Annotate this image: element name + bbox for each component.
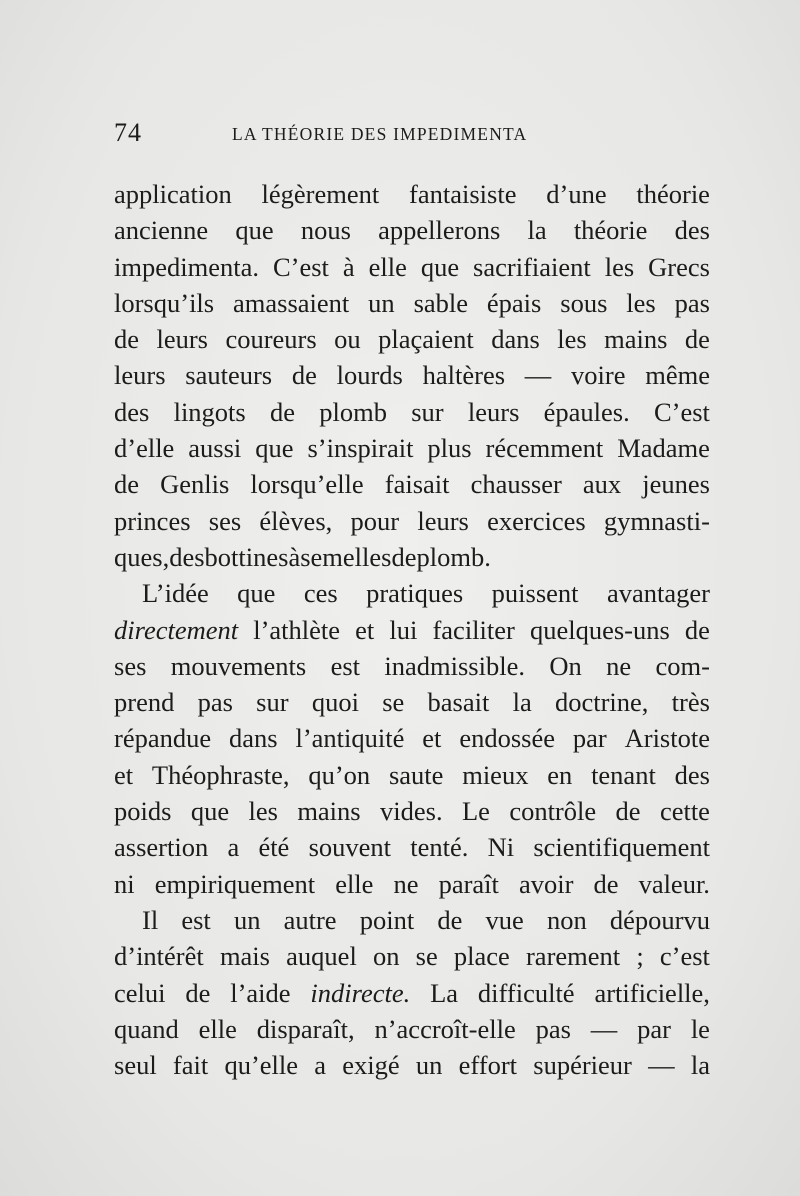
text-line — [114, 902, 710, 938]
word: et — [422, 723, 442, 754]
word: sacrifiaient — [473, 251, 591, 282]
word: place — [453, 941, 510, 972]
word: effort — [458, 1050, 518, 1081]
word: elle — [198, 1013, 237, 1044]
word: rarement — [525, 941, 621, 972]
word: la — [527, 215, 547, 246]
word: puissent — [491, 578, 579, 609]
page-header — [114, 118, 714, 158]
word: auquel — [286, 941, 357, 972]
text-line — [114, 757, 710, 793]
word: princes — [114, 505, 191, 536]
word: de — [291, 360, 317, 391]
text-line — [114, 1011, 710, 1047]
word: pas — [197, 687, 233, 718]
word: théorie — [636, 179, 710, 209]
word: empiriquement — [154, 868, 316, 899]
word: avantager — [606, 578, 710, 609]
word: directement — [114, 614, 239, 645]
word: souvent — [308, 832, 391, 863]
word: bottines — [204, 541, 289, 572]
text-line — [114, 575, 710, 611]
word: prend — [114, 687, 175, 718]
word: pratiques — [366, 578, 464, 609]
text-line — [114, 539, 710, 575]
text-line — [114, 249, 710, 285]
text-line — [114, 648, 710, 684]
text-line — [114, 321, 710, 357]
word: sous — [560, 287, 608, 318]
word: un — [415, 1050, 443, 1081]
text-line — [114, 430, 710, 466]
word: n’accroît-elle — [374, 1013, 516, 1044]
word: que — [190, 796, 230, 827]
word: appellerons — [378, 215, 501, 246]
text-line — [114, 866, 710, 902]
word: fantaisiste — [409, 179, 517, 209]
word: C’est — [653, 396, 710, 427]
word: impedimenta. — [114, 251, 259, 282]
text-line — [114, 466, 710, 502]
word: tenté. — [410, 832, 469, 863]
page-number: 74 — [114, 118, 142, 147]
word: de — [269, 396, 295, 427]
word: sable — [413, 287, 469, 318]
word: faisait — [384, 469, 450, 500]
word: La — [430, 977, 459, 1008]
word: s’inspirait — [307, 433, 414, 464]
word: de — [684, 614, 710, 645]
word: assertion — [114, 832, 209, 863]
word: vides. — [380, 796, 443, 827]
word: quoi — [311, 687, 359, 718]
word: disparaît, — [256, 1013, 355, 1044]
running-title: LA THÉORIE DES IMPEDIMENTA — [232, 124, 528, 144]
word: par — [637, 1013, 671, 1044]
word: à — [288, 541, 301, 572]
word: lorsqu’elle — [250, 469, 364, 500]
word: d’intérêt — [114, 941, 204, 972]
text-line — [114, 285, 710, 321]
text-line — [114, 212, 710, 248]
word: paraît — [438, 868, 499, 899]
word: semelles — [300, 541, 392, 572]
text-line — [114, 829, 710, 865]
word: c’est — [659, 941, 710, 972]
word: mains — [297, 796, 361, 827]
word: ancienne — [114, 215, 209, 246]
word: — — [590, 1013, 618, 1044]
word: théorie — [573, 215, 648, 246]
word: aux — [582, 469, 622, 500]
word: — — [648, 1050, 675, 1081]
word: que — [255, 433, 294, 464]
word: des — [674, 215, 710, 246]
word: leurs — [417, 505, 469, 536]
word: elle — [335, 868, 374, 899]
word: que — [237, 578, 276, 609]
text-line — [114, 394, 710, 430]
word: lorsqu’ils — [114, 287, 215, 318]
word: On — [549, 650, 582, 681]
word: C’est — [272, 251, 329, 282]
word: ou — [334, 324, 361, 355]
word: ; — [636, 941, 644, 972]
word: cette — [659, 796, 710, 827]
word: aussi — [188, 433, 242, 464]
word: dans — [491, 324, 540, 355]
word: amassaient — [233, 287, 350, 318]
word: de — [114, 324, 140, 355]
word: pour — [350, 505, 400, 536]
word: ses — [114, 650, 147, 681]
word: leurs — [467, 396, 520, 427]
word: non — [546, 904, 587, 935]
word: sauteurs — [185, 360, 273, 391]
word: Le — [461, 796, 490, 827]
word: est — [181, 904, 211, 935]
word: exercices — [487, 505, 586, 536]
word: de — [684, 324, 710, 355]
word: — — [524, 360, 552, 391]
word: un — [368, 287, 395, 318]
word: ne — [393, 868, 419, 899]
word: Aristote — [624, 723, 710, 754]
word: mais — [219, 941, 270, 972]
word: plus — [427, 433, 472, 464]
word: ne — [606, 650, 632, 681]
word: et — [114, 759, 134, 790]
word: dans — [229, 723, 278, 754]
word: un — [233, 904, 261, 935]
word: les — [557, 324, 587, 355]
word: des — [169, 541, 205, 572]
word: des — [114, 396, 150, 427]
word: l’athlète — [253, 614, 341, 645]
word: supérieur — [533, 1050, 632, 1081]
text-line — [114, 938, 710, 974]
word: ces — [303, 578, 338, 609]
body-text — [114, 176, 710, 1083]
word: Grecs — [648, 251, 710, 282]
word: plomb — [319, 396, 387, 427]
word: épaules. — [543, 396, 630, 427]
word: est — [330, 650, 361, 681]
word: d’une — [546, 179, 607, 209]
word: seul — [114, 1050, 157, 1081]
word: le — [690, 1013, 710, 1044]
text-line — [114, 720, 710, 756]
word: faciliter — [432, 614, 515, 645]
word: pas — [535, 1013, 571, 1044]
text-line — [114, 793, 710, 829]
word: endossée — [459, 723, 555, 754]
word: de — [437, 904, 463, 935]
word: de — [391, 541, 417, 572]
text-line — [114, 975, 710, 1011]
word: récemment — [485, 433, 604, 464]
text-line — [114, 684, 710, 720]
word: Genlis — [160, 469, 230, 500]
word: de — [593, 868, 619, 899]
word: application — [114, 179, 232, 209]
word: plaçaient — [378, 324, 474, 355]
word: se — [415, 941, 438, 972]
word: lourds — [336, 360, 403, 391]
word: qu’elle — [224, 1050, 299, 1081]
word: plomb. — [416, 541, 491, 572]
word: avoir — [518, 868, 574, 899]
word: de — [185, 977, 211, 1008]
word: jeunes — [642, 469, 710, 500]
word: se — [382, 687, 405, 718]
word: point — [359, 904, 415, 935]
word: ques, — [114, 541, 170, 572]
word: la — [512, 687, 532, 718]
word: contrôle — [509, 796, 597, 827]
word: les — [604, 251, 635, 282]
word: exigé — [342, 1050, 400, 1081]
text-line — [114, 1047, 710, 1083]
word: Théophraste, — [151, 759, 290, 790]
word: on — [372, 941, 400, 972]
word: ni — [114, 868, 135, 899]
word: voire — [571, 360, 626, 391]
word: com- — [655, 650, 710, 681]
text-line — [114, 357, 710, 393]
word: mieux — [462, 759, 529, 790]
word: L’idée — [142, 578, 209, 609]
text-line — [114, 176, 710, 212]
word: sur — [256, 687, 289, 718]
word: a — [314, 1050, 327, 1081]
word: d’elle — [114, 433, 175, 464]
word: répandue — [114, 723, 212, 754]
word: elle — [368, 251, 407, 282]
word: à — [342, 251, 355, 282]
word: leurs — [114, 360, 166, 391]
word: gymnasti- — [603, 505, 710, 536]
word: dépourvu — [609, 904, 710, 935]
word: de — [114, 469, 140, 500]
word: mouvements — [170, 650, 307, 681]
word: des — [674, 759, 710, 790]
word: leurs — [156, 324, 208, 355]
word: coureurs — [225, 324, 317, 355]
word: en — [547, 759, 573, 790]
word: lingots — [173, 396, 246, 427]
word: celui — [114, 977, 166, 1008]
word: lui — [389, 614, 418, 645]
word: que — [235, 215, 274, 246]
word: Ni — [487, 832, 515, 863]
word: nous — [300, 215, 351, 246]
word: basait — [427, 687, 490, 718]
word: chausser — [470, 469, 562, 500]
word: Il — [142, 904, 159, 935]
word: indirecte. — [310, 977, 411, 1008]
word: tenant — [591, 759, 656, 790]
word: saute — [388, 759, 444, 790]
word: l’aide — [230, 977, 291, 1008]
word: difficulté — [477, 977, 575, 1008]
text-line — [114, 503, 710, 539]
word: sur — [411, 396, 444, 427]
word: épais — [486, 287, 542, 318]
word: très — [671, 687, 710, 718]
word: fait — [172, 1050, 209, 1081]
word: légèrement — [261, 179, 380, 209]
word: les — [626, 287, 656, 318]
word: de — [615, 796, 641, 827]
word: mains — [604, 324, 668, 355]
word: que — [420, 251, 460, 282]
word: pas — [674, 287, 710, 318]
word: artificielle, — [594, 977, 710, 1008]
word: même — [645, 360, 710, 391]
word: doctrine, — [554, 687, 649, 718]
word: et — [355, 614, 375, 645]
word: haltères — [422, 360, 506, 391]
word: quand — [114, 1013, 179, 1044]
word: l’antiquité — [295, 723, 405, 754]
word: Madame — [617, 433, 710, 464]
word: qu’on — [308, 759, 371, 790]
word: ses — [208, 505, 242, 536]
word: autre — [283, 904, 337, 935]
word: poids — [114, 796, 172, 827]
word: les — [248, 796, 278, 827]
word: scientifiquement — [533, 832, 710, 863]
word: vue — [485, 904, 524, 935]
word: été — [258, 832, 290, 863]
word: par — [572, 723, 607, 754]
text-line — [114, 612, 710, 648]
word: élèves, — [259, 505, 333, 536]
word: inadmissible. — [384, 650, 525, 681]
word: valeur. — [638, 868, 710, 899]
word: a — [227, 832, 240, 863]
word: quelques-uns — [529, 614, 670, 645]
word: la — [690, 1050, 710, 1081]
